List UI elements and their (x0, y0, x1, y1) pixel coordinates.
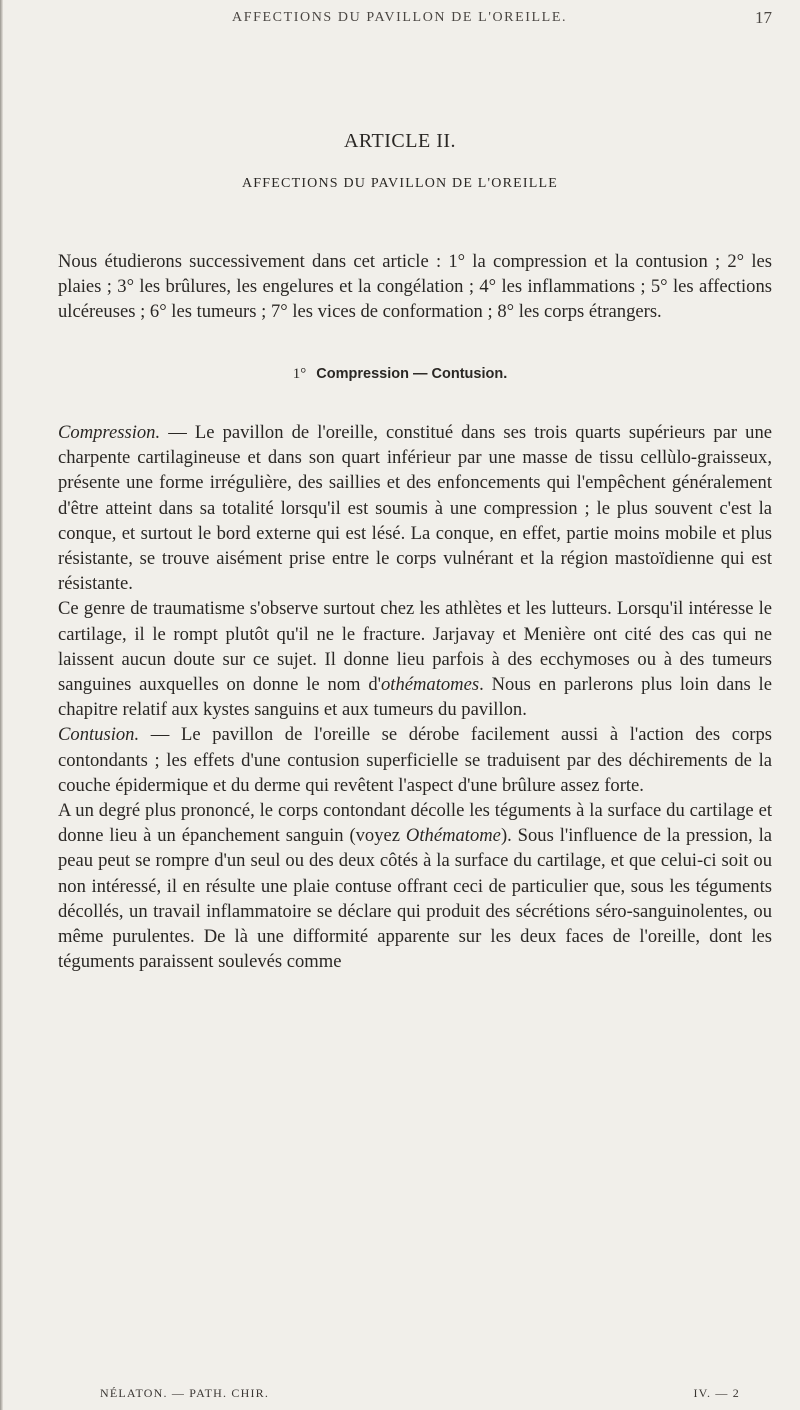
paragraph-text: — Le pavillon de l'oreille se dérobe facilement aussi à l'action des corps contondants ; les effets d'une contusion superficielle se traduisent par des déchirements de la couche épidermique et du derme qui revêtent l'aspect d'une brûlure assez forte. (58, 724, 772, 796)
paragraph-text: A un degré plus prononcé, le corps contondant décolle les téguments à la surface du cartilage et donne lieu à un épanchement sanguin (voyez (58, 800, 772, 847)
italic-term: othématomes (380, 674, 480, 696)
paragraph-label-contusion: Contusion. (58, 724, 140, 746)
page-edge-shadow (0, 0, 3, 1410)
body-text (58, 420, 772, 974)
article-title: ARTICLE II. (343, 130, 457, 152)
running-head (232, 10, 772, 30)
page-footer (100, 1386, 740, 1404)
article-subtitle: AFFECTIONS DU PAVILLON DE L'OREILLE (242, 176, 558, 191)
paragraph-degree (58, 798, 772, 974)
footer-sheet-mark: IV. — 2 (693, 1386, 740, 1400)
section-heading (0, 366, 800, 383)
italic-term: Othématome (405, 825, 501, 847)
footer-signature: NÉLATON. — PATH. CHIR. (100, 1386, 270, 1400)
paragraph-text: . Nous en parlerons plus loin dans le chapitre relatif aux kystes sanguins et aux tumeurs du pavillon. (58, 674, 772, 721)
paragraph-traumatisme (58, 596, 772, 722)
section-title: Compression — Contusion. (316, 366, 508, 382)
page-number: 17 (755, 8, 772, 27)
paragraph-text: Ce genre de traumatisme s'observe surtout chez les athlètes et les lutteurs. Lorsqu'il intéresse le cartilage, il le rompt plutôt qu'il ne le fracture. Jarjavay et Menière ont cité des cas qui ne laissent aucun doute sur ce sujet. Il donne lieu parfois à des ecchymoses ou à des tumeurs sanguines auxquelles on donne le nom d' (58, 598, 772, 696)
paragraph-text: ). Sous l'influence de la pression, la peau peut se rompre d'un seul ou des deux côtés à la surface du cartilage, et que celui-ci soit ou non intéressé, il en résulte une plaie contuse offrant ceci de particulier que, sous les téguments décollés, un travail inflammatoire se déclare qui produit des sécrétions séro-sanguinolentes, ou même purulentes. De là une difformité apparente sur les deux faces de l'oreille, dont les téguments paraissent soulevés comme (58, 825, 772, 973)
section-number: 1° (292, 366, 307, 382)
running-head-title: AFFECTIONS DU PAVILLON DE L'OREILLE. (232, 10, 568, 25)
paragraph-text: — Le pavillon de l'oreille, constitué dans ses trois quarts supérieurs par une charpente cartilagineuse et dans son quart inférieur par une masse de tissu cellùlo-graisseux, présente une forme irrégulière, des saillies et des enfoncements qui l'empêchent généralement d'être atteint dans sa totalité lorsqu'il est soumis à une compression ; le plus souvent c'est la conque, et surtout le bord externe qui est lésé. La conque, en effet, partie moins mobile et plus résistante, se trouve aisément prise entre le corps vulnérant et la région mastoïdienne qui est résistante. (58, 422, 772, 595)
paragraph-contusion (58, 722, 772, 798)
paragraph-compression (58, 420, 772, 596)
intro-paragraph: Nous étudierons successivement dans cet article : 1° la compression et la contusion ; 2° les plaies ; 3° les brûlures, les engelures et la congélation ; 4° les inflammations ; 5° les affections ulcéreuses ; 6° les tumeurs ; 7° les vices de conformation ; 8° les corps étrangers. (58, 251, 772, 323)
paragraph-label-compression: Compression. (58, 422, 161, 443)
